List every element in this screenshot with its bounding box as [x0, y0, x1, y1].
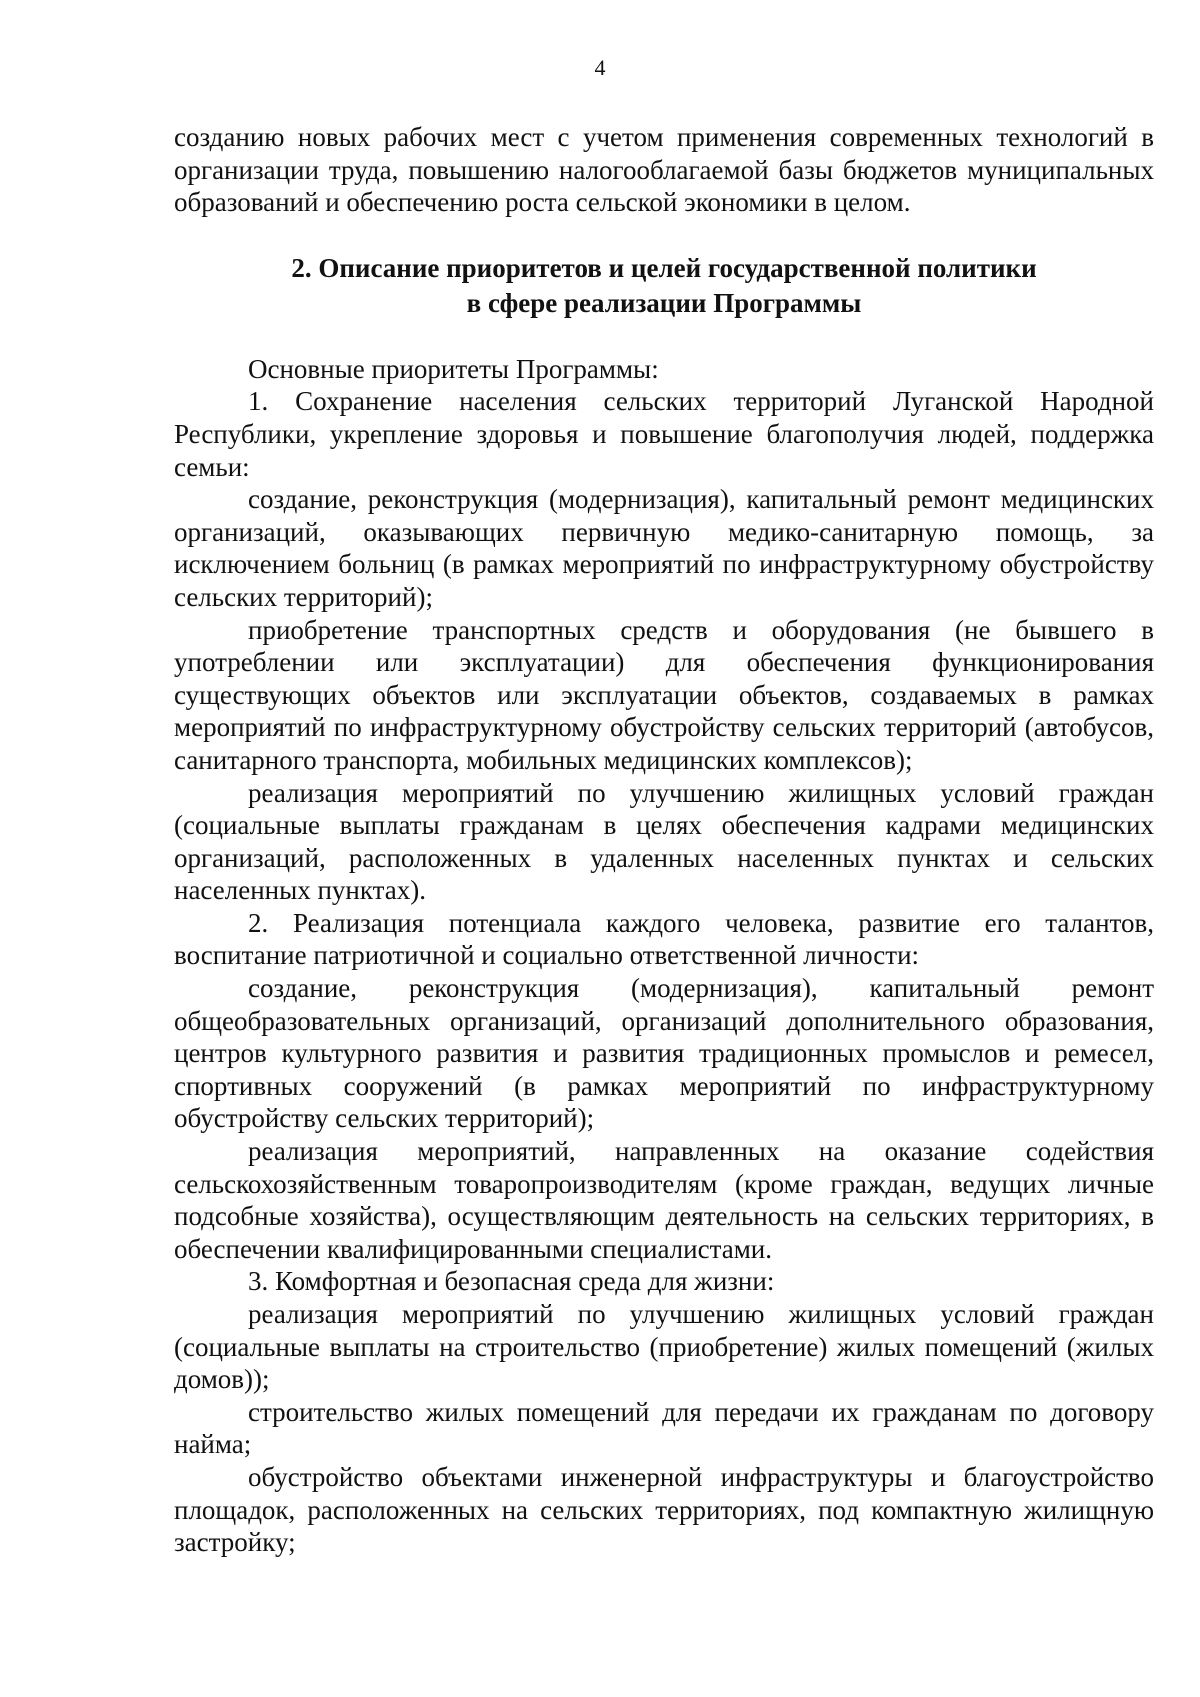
intro-paragraph: созданию новых рабочих мест с учетом применения современных технологий в организации труда, повышению налогооблагаемой базы бюджетов муниципальных образований и обеспечению роста сельской экономики в целом.	[174, 122, 1154, 218]
priority-3: 3. Комфортная и безопасная среда для жизни:	[248, 1266, 775, 1297]
priority-1: 1. Сохранение населения сельских территорий Луганской Народной Республики, укрепление здоровья и повышение благополучия людей, поддержка семьи:	[174, 386, 1154, 482]
priority-3-item-housing: реализация мероприятий по улучшению жилищных условий граждан (социальные выплаты на строительство (приобретение) жилых помещений (жилых домов));	[174, 1299, 1154, 1395]
priority-1-item-medical: создание, реконструкция (модернизация), капитальный ремонт медицинских организаций, оказывающих первичную медико-санитарную помощь, за исключением больниц (в рамках мероприятий по инфраструктурному обустройству сельских территорий);	[174, 484, 1154, 612]
priority-1-item-transport: приобретение транспортных средств и оборудования (не бывшего в употреблении или эксплуатации) для обеспечения функционирования существующих объектов или эксплуатации объектов, создаваемых в рамках мероприятий по инфраструктурному обустройству сельских территорий (автобусов, санитарного транспорта, мобильных медицинских комплексов);	[174, 614, 1154, 775]
page-number: 4	[594, 55, 606, 80]
priority-1-item-housing: реализация мероприятий по улучшению жилищных условий граждан (социальные выплаты гражданам в целях обеспечения кадрами медицинских организаций, расположенных в удаленных населенных пунктах и сельских населенных пунктах).	[174, 777, 1154, 906]
priority-2: 2. Реализация потенциала каждого человека, развитие его талантов, воспитание патриотичной и социально ответственной личности:	[174, 907, 1154, 971]
document-body	[174, 121, 1154, 1559]
priority-3-item-infrastructure: обустройство объектами инженерной инфраструктуры и благоустройство площадок, расположенных на сельских территориях, под компактную жилищную застройку;	[174, 1461, 1154, 1558]
section-heading	[174, 251, 1154, 321]
priority-3-item-rental: строительство жилых помещений для передачи их гражданам по договору найма;	[174, 1396, 1154, 1460]
priority-2-item-specialists: реализация мероприятий, направленных на оказание содействия сельскохозяйственным товаропроизводителям (кроме граждан, ведущих личные подсобные хозяйства), осуществляющим деятельность на сельских территориях, в обеспечении квалифицированными специалистами.	[174, 1136, 1154, 1264]
section-heading-line-1: 2. Описание приоритетов и целей государственной политики	[291, 252, 1037, 283]
priority-2-item-education: создание, реконструкция (модернизация), капитальный ремонт общеобразовательных организаций, организаций дополнительного образования, центров культурного развития и развития традиционных промыслов и ремесел, спортивных сооружений (в рамках мероприятий по инфраструктурному обустройству сельских территорий);	[174, 973, 1154, 1134]
priorities-intro: Основные приоритеты Программы:	[248, 353, 659, 384]
section-heading-line-2: в сфере реализации Программы	[466, 287, 862, 318]
